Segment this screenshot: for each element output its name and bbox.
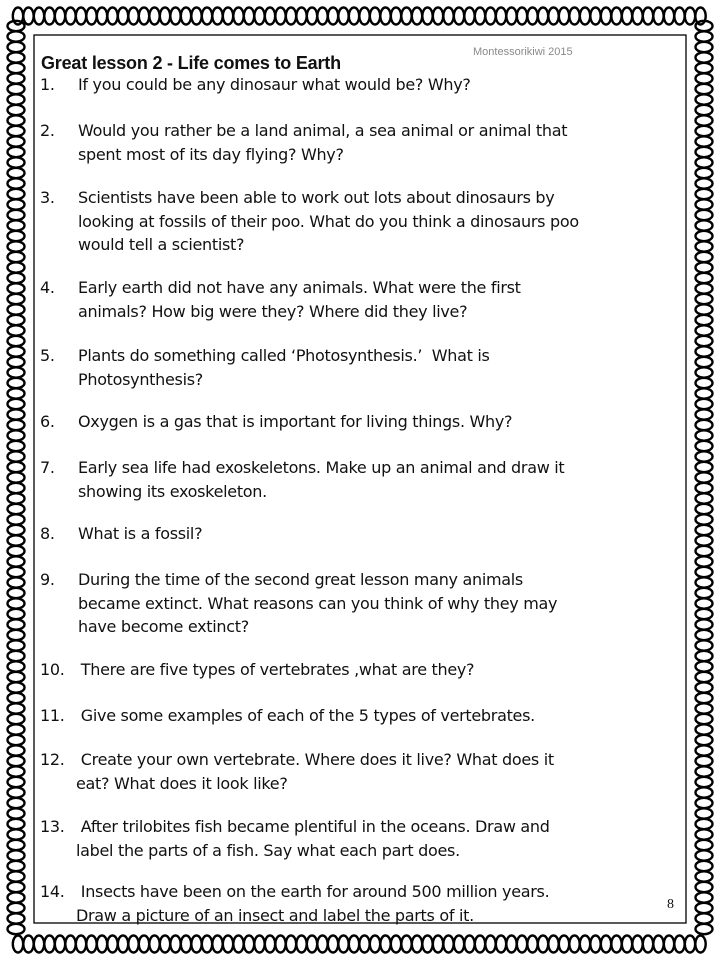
question-number: 4. bbox=[40, 278, 55, 297]
question-line: There are five types of vertebrates ,what are they? bbox=[76, 660, 475, 679]
question-line: label the parts of a fish. Say what each part does. bbox=[76, 840, 460, 860]
question-number: 13. bbox=[40, 817, 65, 836]
credit-text: Montessorikiwi 2015 bbox=[473, 46, 573, 58]
question-line: Draw a picture of an insect and label the parts of it. bbox=[76, 905, 474, 925]
page-number: 8 bbox=[667, 897, 674, 912]
question-text bbox=[78, 119, 678, 166]
question-line: animals? How big were they? Where did they live? bbox=[78, 301, 468, 321]
question-line: eat? What does it look like? bbox=[76, 773, 288, 793]
question-line: Scientists have been able to work out lots about dinosaurs by bbox=[78, 188, 555, 207]
question-text bbox=[78, 276, 678, 323]
question-text bbox=[76, 658, 676, 682]
question-text bbox=[78, 456, 678, 503]
question-number: 14. bbox=[40, 882, 65, 901]
question-text bbox=[78, 186, 678, 257]
question-text bbox=[76, 815, 676, 862]
question-number: 6. bbox=[40, 412, 55, 431]
question-line: What is a fossil? bbox=[78, 524, 203, 543]
question-text bbox=[76, 704, 676, 728]
question-number: 2. bbox=[40, 121, 55, 140]
question-line: Create your own vertebrate. Where does it live? What does it bbox=[76, 750, 554, 769]
question-number: 8. bbox=[40, 524, 55, 543]
question-line: spent most of its day flying? Why? bbox=[78, 144, 344, 164]
question-text bbox=[78, 568, 678, 639]
question-text bbox=[78, 410, 678, 434]
question-line: During the time of the second great lesson many animals bbox=[78, 570, 523, 589]
question-number: 5. bbox=[40, 346, 55, 365]
question-line: became extinct. What reasons can you think of why they may bbox=[78, 593, 558, 613]
question-text bbox=[76, 880, 676, 927]
question-number: 9. bbox=[40, 570, 55, 589]
question-number: 11. bbox=[40, 706, 65, 725]
question-line: looking at fossils of their poo. What do you think a dinosaurs poo bbox=[78, 211, 579, 231]
worksheet-title: Great lesson 2 - Life comes to Earth bbox=[41, 53, 341, 73]
question-text bbox=[78, 522, 678, 546]
question-line: Plants do something called ‘Photosynthesis.’ What is bbox=[78, 346, 490, 365]
question-line: If you could be any dinosaur what would be? Why? bbox=[78, 75, 471, 94]
question-number: 7. bbox=[40, 458, 55, 477]
question-line: Would you rather be a land animal, a sea animal or animal that bbox=[78, 121, 568, 140]
question-line: After trilobites fish became plentiful in the oceans. Draw and bbox=[76, 817, 550, 836]
question-line: have become extinct? bbox=[78, 617, 249, 636]
question-line: showing its exoskeleton. bbox=[78, 481, 267, 501]
question-line: Insects have been on the earth for around 500 million years. bbox=[76, 882, 550, 901]
question-line: would tell a scientist? bbox=[78, 235, 245, 254]
question-number: 12. bbox=[40, 750, 65, 769]
question-line: Early earth did not have any animals. What were the first bbox=[78, 278, 521, 297]
question-line: Give some examples of each of the 5 types of vertebrates. bbox=[76, 706, 535, 725]
question-number: 3. bbox=[40, 188, 55, 207]
question-line: Oxygen is a gas that is important for living things. Why? bbox=[78, 412, 513, 431]
question-text bbox=[76, 748, 676, 795]
question-line: Photosynthesis? bbox=[78, 369, 203, 389]
question-number: 1. bbox=[40, 75, 55, 94]
question-number: 10. bbox=[40, 660, 65, 679]
question-text bbox=[78, 344, 678, 391]
question-text bbox=[78, 73, 678, 97]
question-line: Early sea life had exoskeletons. Make up an animal and draw it bbox=[78, 458, 565, 477]
